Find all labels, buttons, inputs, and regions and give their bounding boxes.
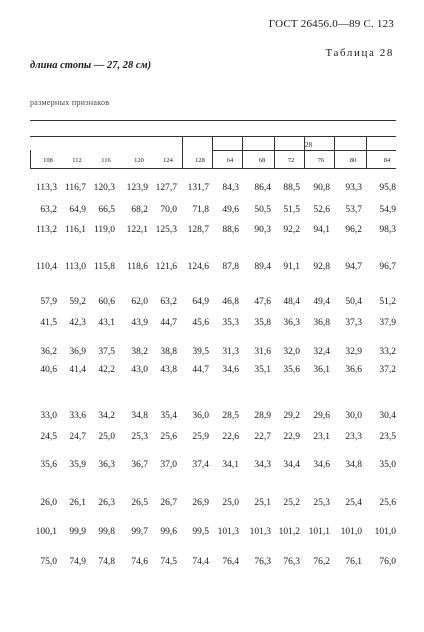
- table-cell: 86,4: [254, 183, 271, 193]
- column-divider: [334, 136, 335, 168]
- table-cell: 87,8: [222, 262, 239, 272]
- table-subtitle: длина стопы — 27, 28 см): [30, 60, 152, 71]
- table-cell: 37,3: [345, 318, 362, 328]
- table-cell: 74,9: [69, 557, 86, 567]
- table-cell: 35,4: [160, 411, 177, 421]
- table-cell: 30,4: [379, 411, 396, 421]
- table-cell: 43,8: [160, 365, 177, 375]
- column-header: 128: [195, 157, 205, 164]
- table-cell: 99,7: [131, 527, 148, 537]
- table-cell: 90,8: [313, 183, 330, 193]
- table-cell: 25,4: [345, 498, 362, 508]
- table-cell: 131,7: [187, 183, 209, 193]
- column-divider: [366, 136, 367, 168]
- table-cell: 90,3: [254, 225, 271, 235]
- table-cell: 63,2: [40, 205, 57, 215]
- table-cell: 41,5: [40, 318, 57, 328]
- table-cell: 42,2: [98, 365, 115, 375]
- table-cell: 33,0: [40, 411, 57, 421]
- table-cell: 70,0: [160, 205, 177, 215]
- table-cell: 74,6: [131, 557, 148, 567]
- column-header: 64: [226, 157, 234, 164]
- column-divider: [182, 136, 183, 168]
- column-divider: [212, 136, 213, 168]
- table-cell: 37,4: [192, 460, 209, 470]
- table-cell: 94,1: [313, 225, 330, 235]
- column-divider: [304, 136, 305, 168]
- table-cell: 36,8: [313, 318, 330, 328]
- table-cell: 99,9: [69, 527, 86, 537]
- table-cell: 36,7: [131, 460, 148, 470]
- table-cell: 64,9: [69, 205, 86, 215]
- table-cell: 31,6: [254, 347, 271, 357]
- table-cell: 35,6: [40, 460, 57, 470]
- table-cell: 93,3: [345, 183, 362, 193]
- table-cell: 36,2: [40, 347, 57, 357]
- table-cell: 60,6: [98, 297, 115, 307]
- table-cell: 25,0: [222, 498, 239, 508]
- table-cell: 30,0: [345, 411, 362, 421]
- table-cell: 96,7: [379, 262, 396, 272]
- table-cell: 36,0: [192, 411, 209, 421]
- table-cell: 57,9: [40, 297, 57, 307]
- column-header: 124: [163, 157, 173, 164]
- table-cell: 64,9: [192, 297, 209, 307]
- table-cell: 35,0: [379, 460, 396, 470]
- table-cell: 28,5: [222, 411, 239, 421]
- table-cell: 26,3: [98, 498, 115, 508]
- table-cell: 74,8: [98, 557, 115, 567]
- table-cell: 46,8: [222, 297, 239, 307]
- table-cell: 25,3: [131, 432, 148, 442]
- table-cell: 120,3: [93, 183, 115, 193]
- table-cell: 124,6: [187, 262, 209, 272]
- table-cell: 36,9: [69, 347, 86, 357]
- table-cell: 50,5: [254, 205, 271, 215]
- table-cell: 32,0: [283, 347, 300, 357]
- table-cell: 42,3: [69, 318, 86, 328]
- table-cell: 29,6: [313, 411, 330, 421]
- table-cell: 98,3: [379, 225, 396, 235]
- table-cell: 26,5: [131, 498, 148, 508]
- table-label: Таблица 28: [325, 47, 394, 59]
- table-cell: 44,7: [160, 318, 177, 328]
- table-cell: 39,5: [192, 347, 209, 357]
- table-cell: 66,5: [98, 205, 115, 215]
- table-cell: 118,6: [126, 262, 148, 272]
- table-cell: 33,2: [379, 347, 396, 357]
- table-cell: 113,0: [64, 262, 86, 272]
- table-cell: 26,0: [40, 498, 57, 508]
- column-divider: [274, 136, 275, 168]
- table-cell: 36,6: [345, 365, 362, 375]
- table-cell: 31,3: [222, 347, 239, 357]
- table-cell: 34,2: [98, 411, 115, 421]
- table-cell: 25,0: [98, 432, 115, 442]
- table-cell: 26,9: [192, 498, 209, 508]
- table-cell: 113,2: [35, 225, 57, 235]
- table-cell: 115,8: [93, 262, 115, 272]
- table-cell: 23,5: [379, 432, 396, 442]
- table-cell: 71,8: [192, 205, 209, 215]
- table-cell: 92,8: [313, 262, 330, 272]
- table-cell: 54,9: [379, 205, 396, 215]
- table-cell: 23,1: [313, 432, 330, 442]
- table-cell: 22,7: [254, 432, 271, 442]
- column-header: 80: [349, 157, 357, 164]
- table-cell: 45,6: [192, 318, 209, 328]
- table-cell: 28,9: [254, 411, 271, 421]
- table-rule: [30, 136, 396, 137]
- column-header: 108: [43, 157, 53, 164]
- table-cell: 123,9: [126, 183, 148, 193]
- table-cell: 34,6: [222, 365, 239, 375]
- table-cell: 24,7: [69, 432, 86, 442]
- table-cell: 26,7: [160, 498, 177, 508]
- table-cell: 127,7: [155, 183, 177, 193]
- table-cell: 44,7: [192, 365, 209, 375]
- table-cell: 40,6: [40, 365, 57, 375]
- table-cell: 33,6: [69, 411, 86, 421]
- table-cell: 22,6: [222, 432, 239, 442]
- table-cell: 119,0: [93, 225, 115, 235]
- table-cell: 88,6: [222, 225, 239, 235]
- table-cell: 23,3: [345, 432, 362, 442]
- table-cell: 29,2: [283, 411, 300, 421]
- table-cell: 32,9: [345, 347, 362, 357]
- table-cell: 99,5: [192, 527, 209, 537]
- table-cell: 89,4: [254, 262, 271, 272]
- table-cell: 101,3: [249, 527, 271, 537]
- table-cell: 49,6: [222, 205, 239, 215]
- table-cell: 101,0: [374, 527, 396, 537]
- table-cell: 34,3: [254, 460, 271, 470]
- table-cell: 25,1: [254, 498, 271, 508]
- column-header: 84: [383, 157, 391, 164]
- table-cell: 25,3: [313, 498, 330, 508]
- table-cell: 76,4: [222, 557, 239, 567]
- table-cell: 36,1: [313, 365, 330, 375]
- table-cell: 76,3: [254, 557, 271, 567]
- table-cell: 92,2: [283, 225, 300, 235]
- table-cell: 43,9: [131, 318, 148, 328]
- table-cell: 37,5: [98, 347, 115, 357]
- column-divider: [30, 150, 31, 168]
- table-cell: 68,2: [131, 205, 148, 215]
- table-cell: 125,3: [155, 225, 177, 235]
- table-cell: 110,4: [35, 262, 57, 272]
- column-header: 112: [72, 157, 82, 164]
- table-cell: 22,9: [283, 432, 300, 442]
- table-cell: 116,1: [64, 225, 86, 235]
- table-cell: 116,7: [64, 183, 86, 193]
- table-cell: 94,7: [345, 262, 362, 272]
- table-cell: 96,2: [345, 225, 362, 235]
- table-cell: 25,2: [283, 498, 300, 508]
- table-cell: 52,6: [313, 205, 330, 215]
- table-cell: 34,4: [283, 460, 300, 470]
- table-cell: 122,1: [126, 225, 148, 235]
- table-cell: 34,6: [313, 460, 330, 470]
- table-cell: 101,1: [308, 527, 330, 537]
- table-cell: 101,0: [340, 527, 362, 537]
- table-cell: 91,1: [283, 262, 300, 272]
- table-cell: 100,1: [35, 527, 57, 537]
- group-header-28: 28: [305, 141, 312, 149]
- table-cell: 37,0: [160, 460, 177, 470]
- table-cell: 113,3: [35, 183, 57, 193]
- table-cell: 53,7: [345, 205, 362, 215]
- table-cell: 41,4: [69, 365, 86, 375]
- table-top-rule: [30, 120, 396, 121]
- table-cell: 34,1: [222, 460, 239, 470]
- table-cell: 76,0: [379, 557, 396, 567]
- table-cell: 47,6: [254, 297, 271, 307]
- table-cell: 128,7: [187, 225, 209, 235]
- table-cell: 37,9: [379, 318, 396, 328]
- table-cell: 25,9: [192, 432, 209, 442]
- table-cell: 43,1: [98, 318, 115, 328]
- table-cell: 88,5: [283, 183, 300, 193]
- table-cell: 35,8: [254, 318, 271, 328]
- table-cell: 59,2: [69, 297, 86, 307]
- table-cell: 36,3: [283, 318, 300, 328]
- header-bottom-rule: [30, 168, 396, 169]
- table-cell: 35,6: [283, 365, 300, 375]
- table-cell: 62,0: [131, 297, 148, 307]
- table-cell: 101,2: [278, 527, 300, 537]
- table-cell: 25,6: [160, 432, 177, 442]
- table-cell: 76,2: [313, 557, 330, 567]
- table-cell: 49,4: [313, 297, 330, 307]
- column-header: 116: [101, 157, 111, 164]
- column-header: 120: [134, 157, 144, 164]
- table-cell: 50,4: [345, 297, 362, 307]
- table-cell: 63,2: [160, 297, 177, 307]
- table-cell: 25,6: [379, 498, 396, 508]
- table-cell: 37,2: [379, 365, 396, 375]
- table-cell: 95,8: [379, 183, 396, 193]
- table-cell: 26,1: [69, 498, 86, 508]
- table-cell: 24,5: [40, 432, 57, 442]
- table-cell: 51,5: [283, 205, 300, 215]
- table-cell: 51,2: [379, 297, 396, 307]
- table-caption: размерных признаков: [30, 98, 110, 107]
- table-cell: 43,0: [131, 365, 148, 375]
- table-cell: 35,3: [222, 318, 239, 328]
- column-header: 68: [258, 157, 266, 164]
- table-cell: 76,1: [345, 557, 362, 567]
- column-header: 72: [287, 157, 295, 164]
- table-cell: 74,4: [192, 557, 209, 567]
- table-cell: 34,8: [131, 411, 148, 421]
- table-cell: 35,1: [254, 365, 271, 375]
- table-cell: 75,0: [40, 557, 57, 567]
- column-divider: [242, 136, 243, 168]
- table-cell: 74,5: [160, 557, 177, 567]
- table-cell: 35,9: [69, 460, 86, 470]
- standard-reference: ГОСТ 26456.0—89 С. 123: [268, 18, 394, 30]
- table-cell: 38,8: [160, 347, 177, 357]
- table-cell: 34,8: [345, 460, 362, 470]
- table-cell: 48,4: [283, 297, 300, 307]
- table-cell: 84,3: [222, 183, 239, 193]
- table-cell: 99,6: [160, 527, 177, 537]
- table-cell: 76,3: [283, 557, 300, 567]
- table-cell: 99,8: [98, 527, 115, 537]
- table-cell: 36,3: [98, 460, 115, 470]
- table-cell: 101,3: [217, 527, 239, 537]
- table-cell: 121,6: [155, 262, 177, 272]
- table-cell: 32,4: [313, 347, 330, 357]
- table-cell: 38,2: [131, 347, 148, 357]
- column-header: 76: [317, 157, 325, 164]
